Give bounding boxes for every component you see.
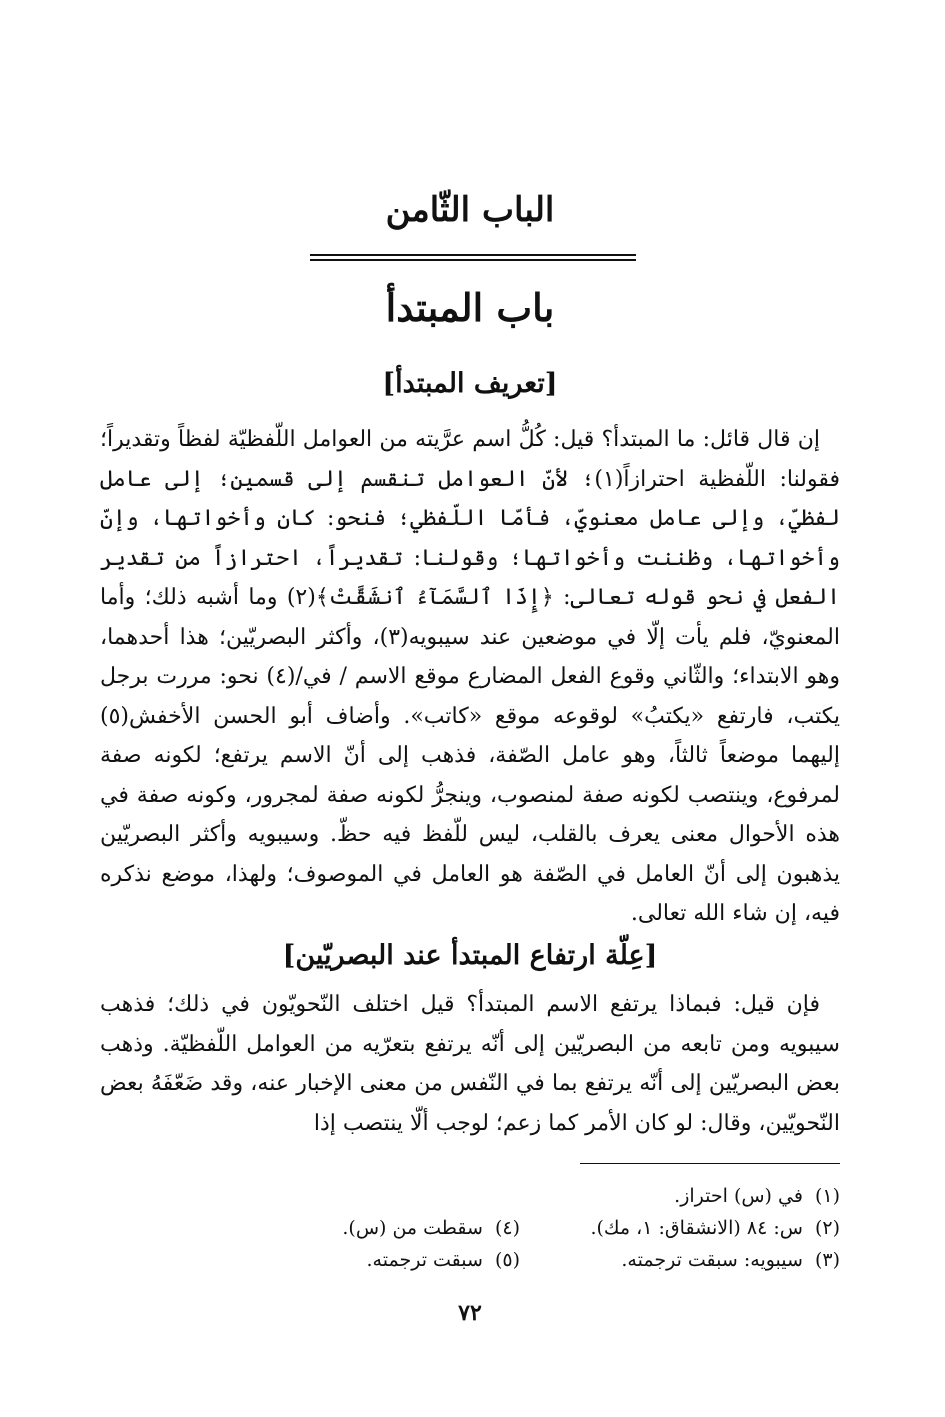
footnote-number: (٥)	[494, 1249, 520, 1271]
footnote-text: سقطت من (س).	[342, 1217, 483, 1239]
book-page	[100, 0, 840, 1417]
paragraph-cause-text: فإن قيل: فبماذا يرتفع الاسم المبتدأ؟ قيل اختلف النّحويّون في ذلك؛ فذهب سيبويه ومن تابعه من البصريّين إلى أنّه يرتفع بتعرّيه من العوامل اللّفظيّة. وذهب بعض البصريّين إلى أنّه يرتفع بما في النّفس من معنى الإخبار عنه، وقد ضَعّفَهُ بعض النّحويّين، وقال: لو كان الأمر كما زعم؛ لوجب ألّا ينتصب إذا	[100, 992, 840, 1136]
heading-definition: [تعريف المبتدأ]	[382, 368, 558, 399]
footnote-row	[100, 1244, 840, 1276]
footnote-4	[220, 1212, 520, 1244]
footnote-row	[100, 1180, 840, 1212]
footnote-text: في (س) احتراز.	[674, 1185, 803, 1207]
paragraph-cause	[100, 985, 840, 1143]
footnote-text: سيبويه: سبقت ترجمته.	[621, 1249, 803, 1271]
page-number: ٧٢	[458, 1300, 482, 1326]
paragraph-definition-text: إن قال قائل: ما المبتدأ؟ قيل: كُلُّ اسم عرَّيته من العوامل اللّفظيّة لفظاً وتقديراً؛ فقولنا: اللّفظية احترازاً(١)؛ لأنّ العوامل تنقسم إلى قسمين؛ إلى عامل لفظيّ، وإلى عامل معنويّ، فأمّا اللّفظي؛ فنحو: كان وأخواتها، وإنّ وأخواتها، وظننت وأخواتها؛ وقولنا: تقديراً، احترازاً من تقدير الفعل في نحو قوله تعالى: ﴿إِذَا ٱلسَّمَآءُ ٱنشَقَّتْ﴾(٢) وما أشبه ذلك؛ وأما المعنويّ، فلم يأت إلّا في موضعين عند سيبويه(٣)، وأكثر البصريّين؛ هذا أحدهما، وهو الابتداء؛ والثّاني وقوع الفعل المضارع موقع الاسم / في/(٤) نحو: مررت برجل يكتب، فارتفع «يكتبُ» لوقوعه موقع «كاتب». وأضاف أبو الحسن الأخفش(٥) إليهما موضعاً ثالثاً، وهو عامل الصّفة، فذهب إلى أنّ الاسم يرتفع؛ لكونه صفة لمرفوع، وينتصب لكونه صفة لمنصوب، وينجرُّ لكونه صفة لمجرور، وكونه صفة في هذه الأحوال معنى يعرف بالقلب، ليس للّفظ فيه حظّ. وسيبويه وأكثر البصريّين يذهبون إلى أنّ العامل في الصّفة هو العامل في الموصوف؛ ولهذا، موضع نذكره فيه، إن شاء الله تعالى.	[100, 427, 841, 926]
footnote-text: س: ٨٤ (الانشقاق: ١، مك).	[590, 1217, 803, 1239]
footnote-number: (١)	[814, 1185, 840, 1207]
footnote-1	[520, 1180, 840, 1212]
title-double-rule	[310, 254, 636, 261]
footnotes	[100, 1180, 840, 1276]
footnote-2	[520, 1212, 840, 1244]
chapter-title: الباب الثّامن	[385, 190, 555, 230]
footnote-number: (٣)	[814, 1249, 840, 1271]
footnote-5	[220, 1244, 520, 1276]
section-title: باب المبتدأ	[385, 285, 555, 330]
footnote-number: (٢)	[814, 1217, 840, 1239]
footnote-separator	[580, 1163, 840, 1164]
heading-cause: [عِلّة ارتفاع المبتدأ عند البصريّين]	[282, 940, 658, 971]
footnote-row	[100, 1212, 840, 1244]
paragraph-definition	[100, 420, 840, 934]
footnote-3	[520, 1244, 840, 1276]
footnote-number: (٤)	[494, 1217, 520, 1239]
footnote-text: سبقت ترجمته.	[366, 1249, 483, 1271]
